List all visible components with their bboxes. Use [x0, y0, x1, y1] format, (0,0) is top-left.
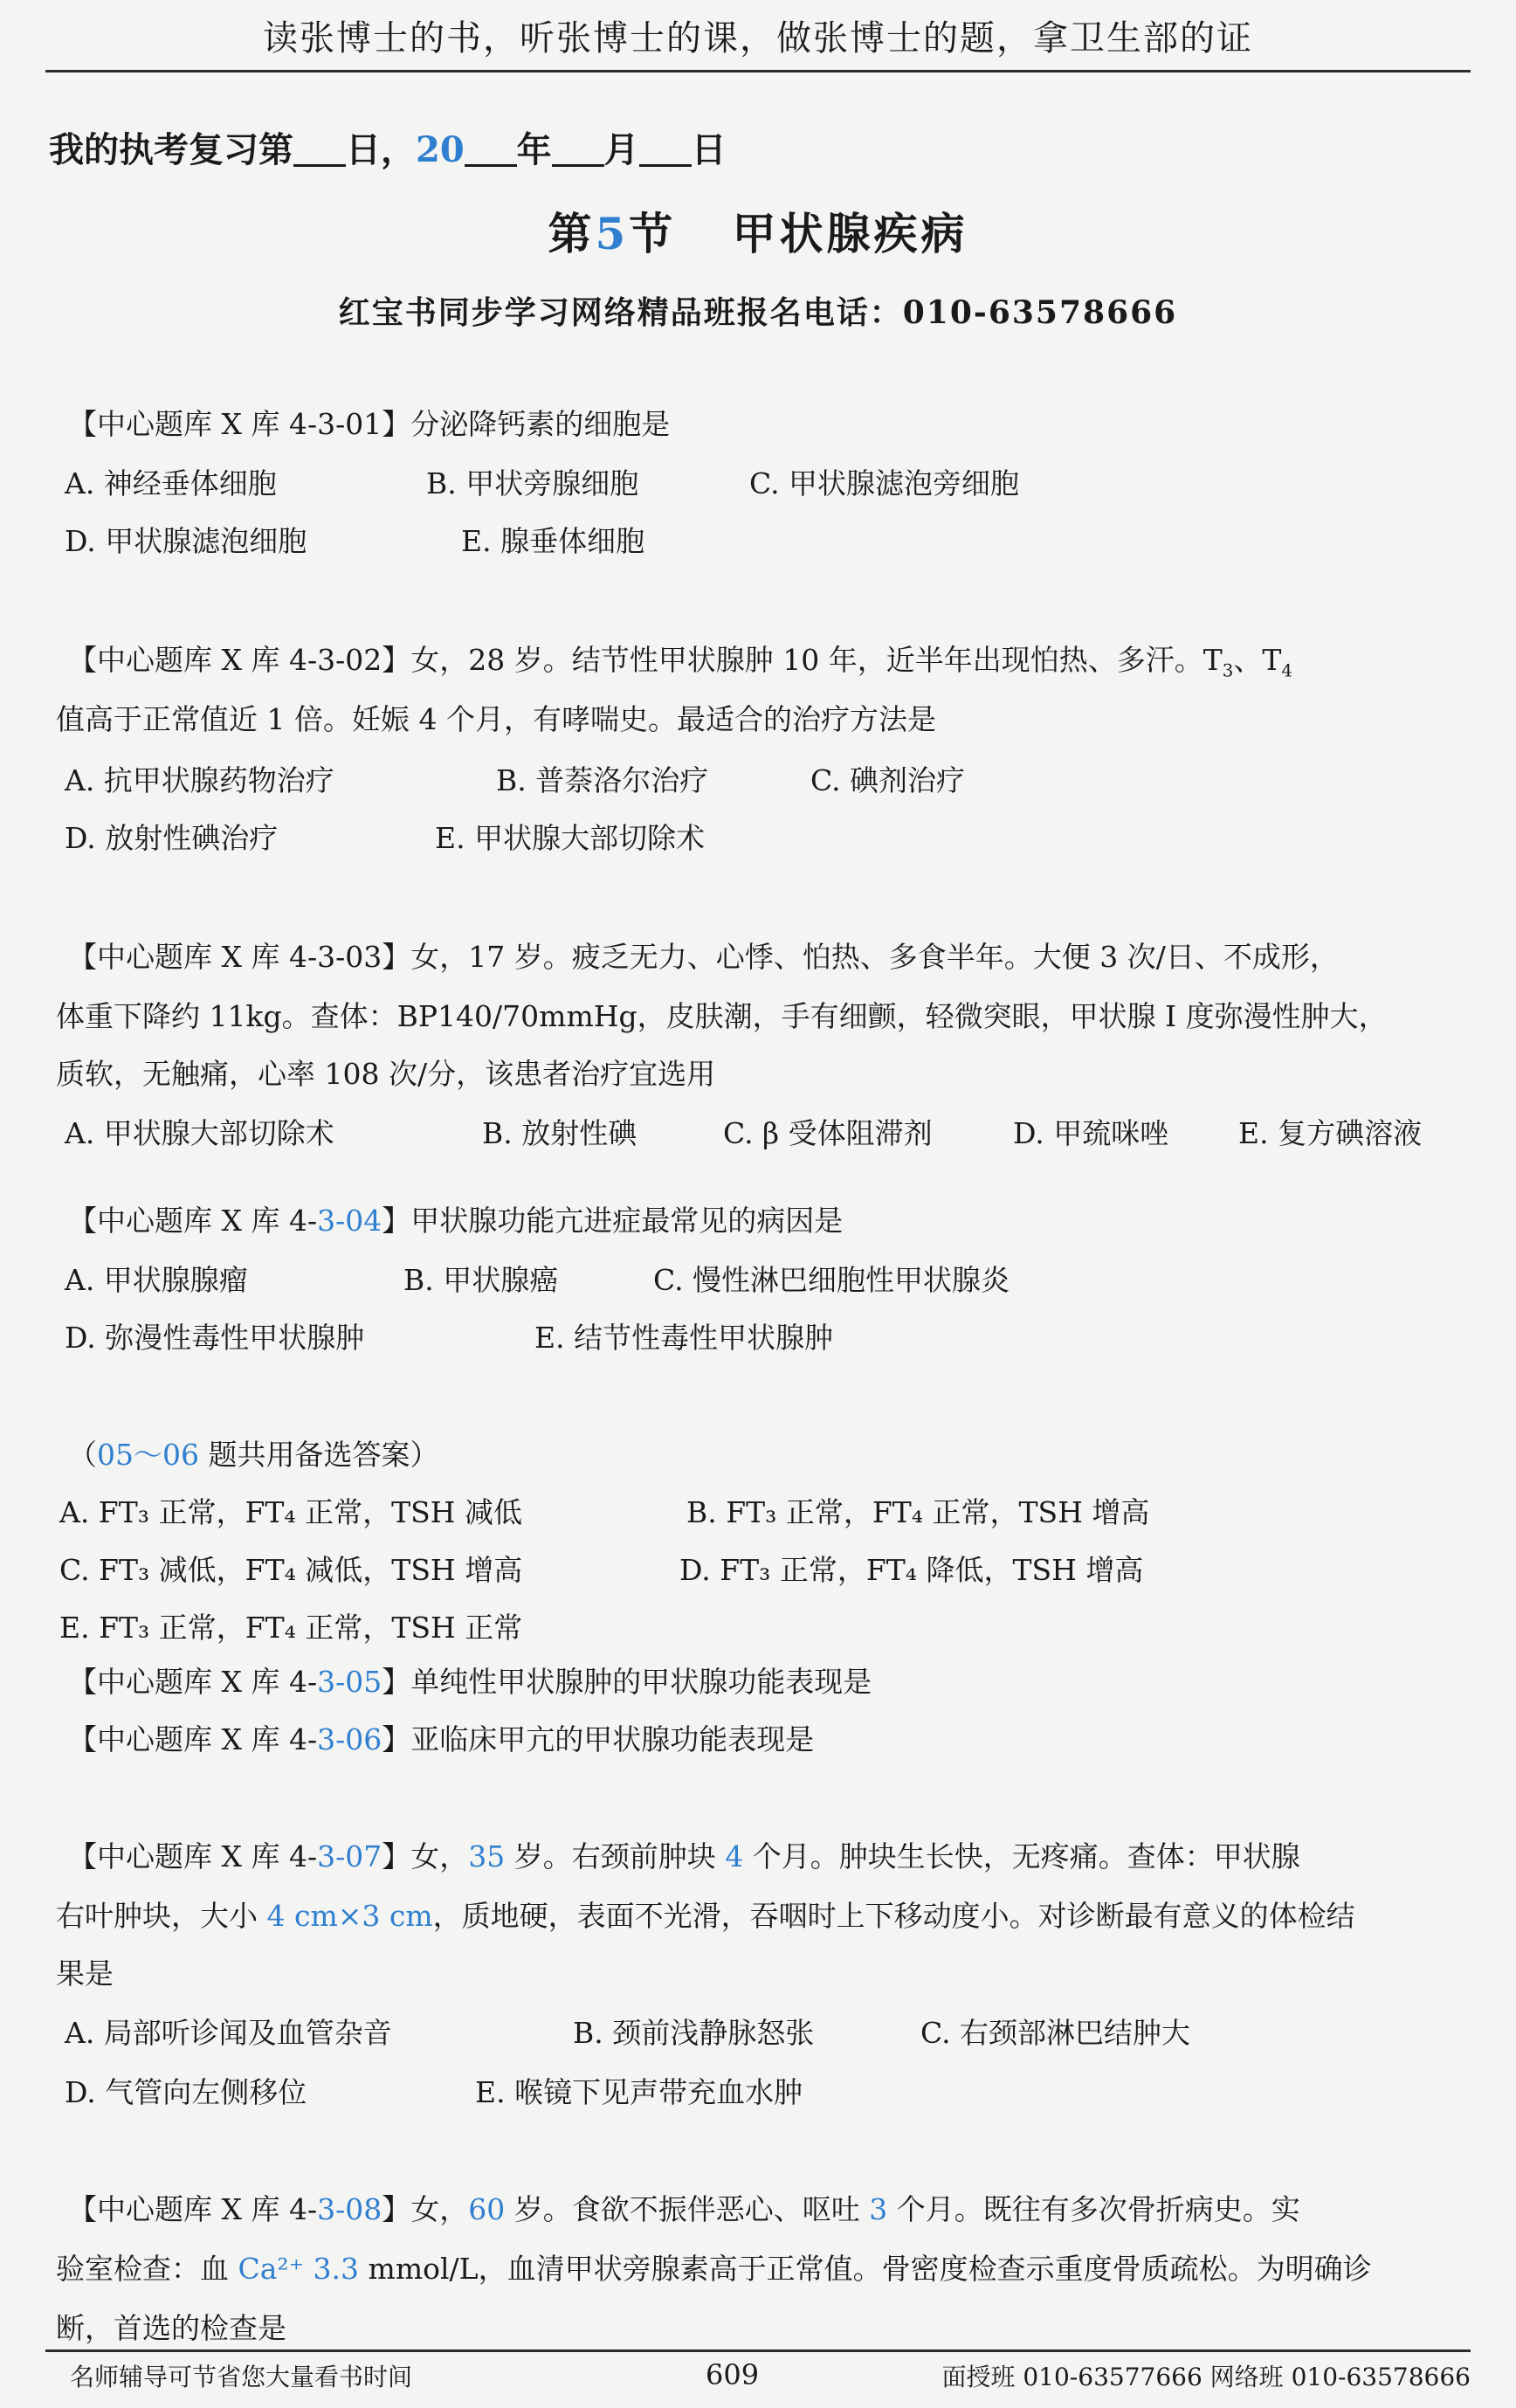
q04-stem: 【中心题库 X 库 4-3-04】甲状腺功能亢进症最常见的病因是: [68, 1204, 844, 1238]
section-suffix: 节: [629, 208, 677, 259]
q02-option-b: B. 普萘洛尔治疗: [496, 763, 709, 797]
section-title: [0, 199, 1516, 262]
q03-option-c: C. β 受体阻滞剂: [723, 1116, 933, 1150]
q03-stem-line3: 质软，无触痛，心率 108 次/分，该患者治疗宜选用: [56, 1057, 716, 1091]
q04-option-e: E. 结节性毒性甲状腺肿: [534, 1321, 834, 1355]
shared-option-b: B. FT₃ 正常，FT₄ 正常，TSH 增高: [686, 1495, 1150, 1529]
shared-options-heading: （05～06 题共用备选答案）: [68, 1438, 439, 1472]
section-number: 5: [595, 208, 630, 259]
review-date-line: [49, 122, 727, 172]
review-text-3: 年: [516, 129, 552, 170]
shared-option-e: E. FT₃ 正常，FT₄ 正常，TSH 正常: [59, 1611, 523, 1645]
shared-option-c: C. FT₃ 减低，FT₄ 减低，TSH 增高: [59, 1553, 523, 1587]
header-rule: [45, 70, 1471, 72]
q04-option-a: A. 甲状腺腺瘤: [65, 1263, 248, 1297]
q03-stem-line2: 体重下降约 11kg。查体：BP140/70mmHg，皮肤潮，手有细颤，轻微突眼，甲状腺 I 度弥漫性肿大，: [56, 999, 1388, 1033]
q07-option-a: A. 局部听诊闻及血管杂音: [65, 2016, 392, 2050]
review-text-4: 月: [603, 129, 639, 170]
section-name: 甲状腺疾病: [732, 208, 968, 259]
blank-day[interactable]: [293, 133, 346, 167]
shared-option-a: A. FT₃ 正常，FT₄ 正常，TSH 减低: [59, 1495, 522, 1529]
header-slogan: 读张博士的书，听张博士的课，做张博士的题，拿卫生部的证: [263, 18, 1253, 59]
q07-option-b: B. 颈前浅静脉怒张: [573, 2016, 815, 2050]
q01-option-d: D. 甲状腺滤泡细胞: [65, 524, 307, 558]
q06-stem: 【中心题库 X 库 4-3-06】亚临床甲亢的甲状腺功能表现是: [68, 1722, 815, 1756]
year-prefix: 20: [416, 129, 465, 170]
page-number: 609: [706, 2358, 760, 2391]
q01-stem: 【中心题库 X 库 4-3-01】分泌降钙素的细胞是: [68, 407, 671, 441]
section-prefix: 第: [548, 208, 596, 259]
blank-month[interactable]: [552, 133, 604, 167]
blank-year[interactable]: [465, 133, 517, 167]
q02-option-a: A. 抗甲状腺药物治疗: [65, 763, 334, 797]
footer-contact: 面授班 010-63577666 网络班 010-63578666: [941, 2363, 1471, 2391]
phone-line: 红宝书同步学习网络精品班报名电话：010-63578666: [338, 294, 1178, 331]
q03-stem-line1: 【中心题库 X 库 4-3-03】女，17 岁。疲乏无力、心悸、怕热、多食半年。大便 3 次/日、不成形，: [68, 940, 1339, 974]
q02-option-d: D. 放射性碘治疗: [65, 821, 279, 855]
q02-stem-line2: 值高于正常值近 1 倍。妊娠 4 个月，有哮喘史。最适合的治疗方法是: [56, 702, 936, 736]
q08-stem-line3: 断，首选的检查是: [56, 2311, 286, 2345]
q04-option-d: D. 弥漫性毒性甲状腺肿: [65, 1321, 365, 1355]
q08-stem-line2: 验室检查：血 Ca²⁺ 3.3 mmol/L，血清甲状旁腺素高于正常值。骨密度检查示重度骨质疏松。为明确诊: [56, 2252, 1372, 2286]
q07-stem-line1: 【中心题库 X 库 4-3-07】女，35 岁。右颈前肿块 4 个月。肿块生长快，无疼痛。查体：甲状腺: [68, 1839, 1300, 1873]
review-text-1: 我的执考复习第: [49, 129, 293, 170]
review-text-5: 日: [691, 129, 727, 170]
q03-option-e: E. 复方碘溶液: [1238, 1116, 1423, 1150]
q07-stem-line2: 右叶肿块，大小 4 cm×3 cm，质地硬，表面不光滑，吞咽时上下移动度小。对诊断最有意义的体检结: [56, 1899, 1355, 1933]
q03-option-d: D. 甲巯咪唑: [1013, 1116, 1169, 1150]
footer-rule: [45, 2349, 1471, 2352]
q01-option-a: A. 神经垂体细胞: [65, 466, 277, 500]
q07-option-e: E. 喉镜下见声带充血水肿: [475, 2075, 803, 2109]
q01-option-c: C. 甲状腺滤泡旁细胞: [749, 466, 1020, 500]
q04-option-b: B. 甲状腺癌: [403, 1263, 559, 1297]
q07-option-c: C. 右颈部淋巴结肿大: [920, 2016, 1191, 2050]
shared-option-d: D. FT₃ 正常，FT₄ 降低，TSH 增高: [679, 1553, 1144, 1587]
blank-date[interactable]: [639, 133, 692, 167]
q03-option-b: B. 放射性碘: [482, 1116, 637, 1150]
q07-option-d: D. 气管向左侧移位: [65, 2075, 307, 2109]
review-text-2: 日，: [346, 129, 416, 170]
q02-option-e: E. 甲状腺大部切除术: [435, 821, 706, 855]
q05-stem: 【中心题库 X 库 4-3-05】单纯性甲状腺肿的甲状腺功能表现是: [68, 1665, 872, 1699]
q01-option-e: E. 腺垂体细胞: [461, 524, 645, 558]
q03-option-a: A. 甲状腺大部切除术: [65, 1116, 334, 1150]
footer-left-text: 名师辅导可节省您大量看书时间: [70, 2363, 413, 2391]
q02-stem-line1: 【中心题库 X 库 4-3-02】女，28 岁。结节性甲状腺肿 10 年，近半年出现怕热、多汗。$T_3$、$T_4$: [68, 643, 1292, 681]
q07-stem-line3: 果是: [56, 1956, 114, 1991]
q02-option-c: C. 碘剂治疗: [810, 763, 966, 797]
q08-stem-line1: 【中心题库 X 库 4-3-08】女，60 岁。食欲不振伴恶心、呕吐 3 个月。既往有多次骨折病史。实: [68, 2192, 1300, 2226]
q04-option-c: C. 慢性淋巴细胞性甲状腺炎: [653, 1263, 1010, 1297]
q01-option-b: B. 甲状旁腺细胞: [426, 466, 639, 500]
